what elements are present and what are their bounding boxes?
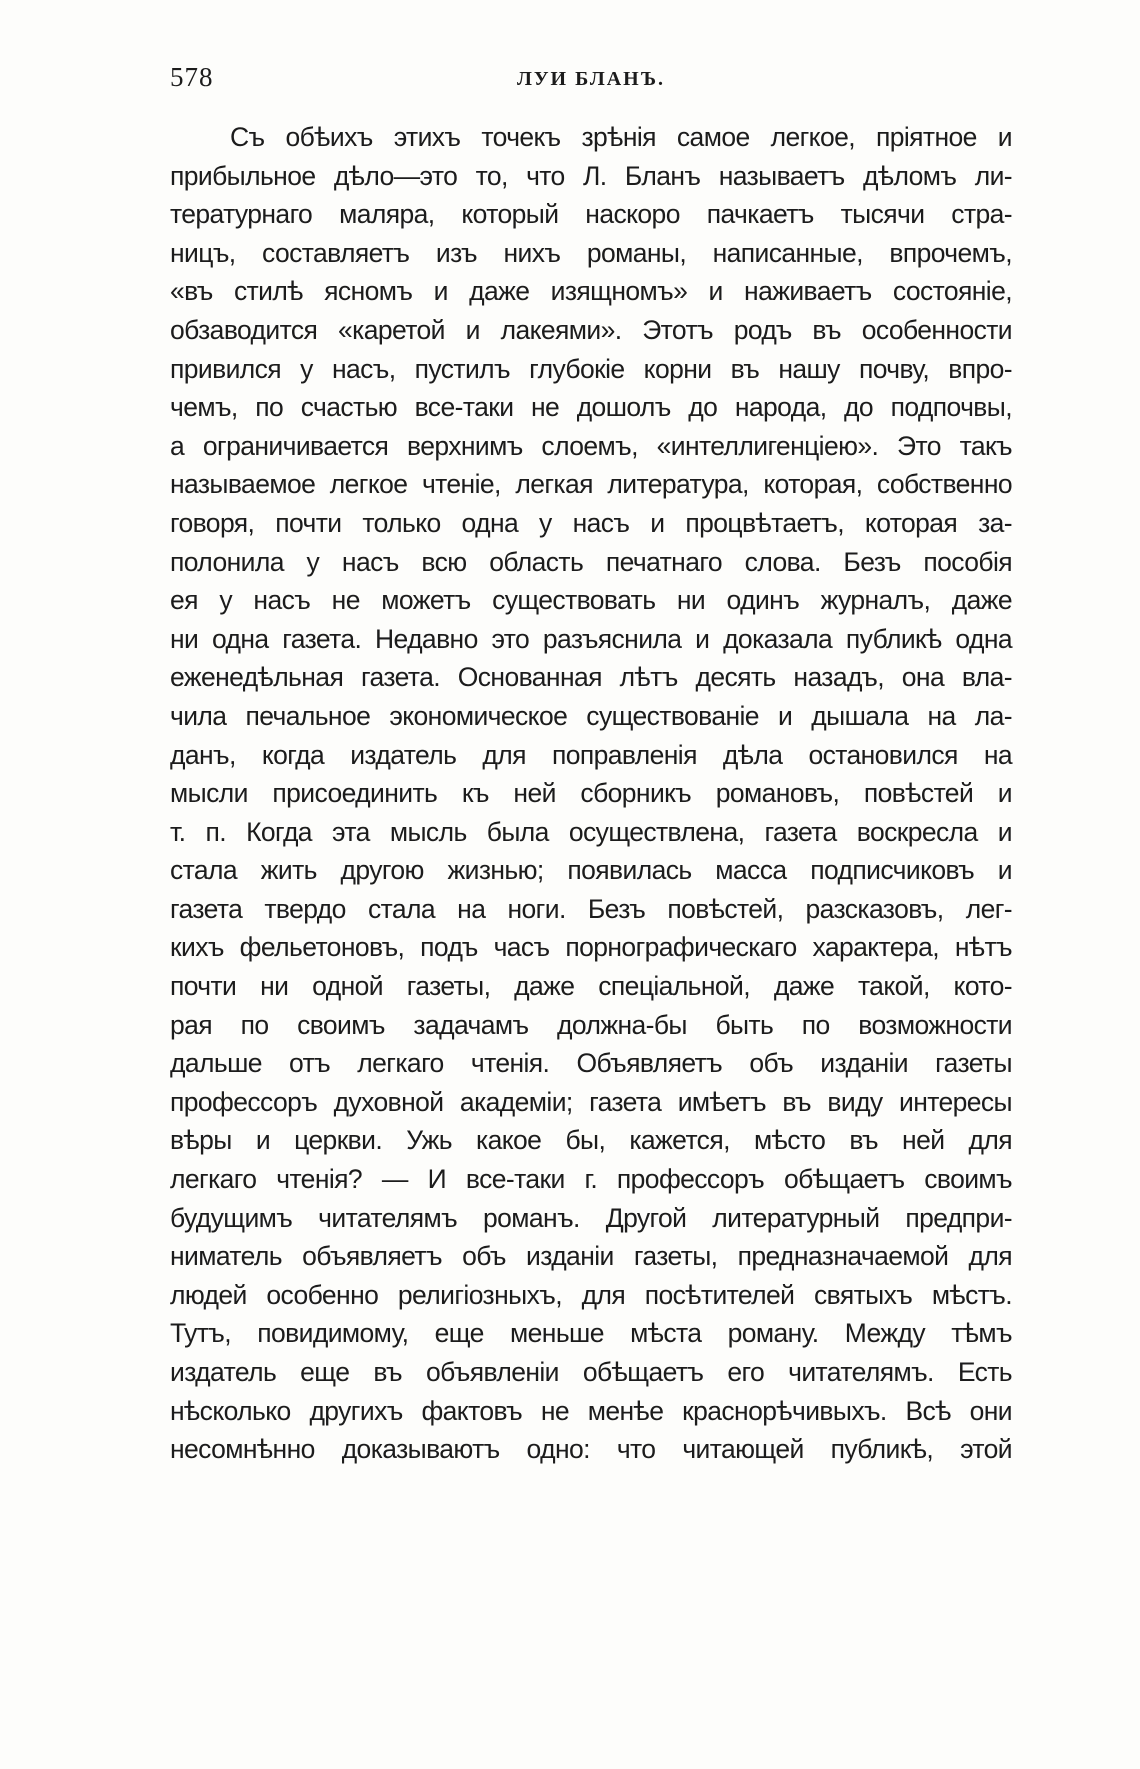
text-line: чила печальное экономическое существованіе и дышала на ла- [170, 700, 1012, 731]
text-line: издатель еще въ объявленіи обѣщаетъ его читателямъ. Есть [170, 1357, 1012, 1387]
text-line: ниматель объявляетъ объ изданіи газеты, предназначаемой для [170, 1241, 1012, 1272]
text-line: ея у насъ не можетъ существовать ни одинъ журналъ, даже [170, 585, 1012, 616]
text-line: еженедѣльная газета. Основанная лѣтъ десять назадъ, она вла- [170, 662, 1012, 693]
text-line: нѣсколько другихъ фактовъ не менѣе краснорѣчивыхъ. Всѣ они [170, 1395, 1012, 1426]
text-line: дальше отъ легкаго чтенія. Объявляетъ объ изданіи газеты [170, 1048, 1012, 1079]
text-line: кихъ фельетоновъ, подъ часъ порнографическаго характера, нѣтъ [170, 932, 1012, 963]
text-line: легкаго чтенія? — И все-таки г. профессоръ обѣщаетъ своимъ [170, 1164, 1012, 1195]
text-line: привился у насъ, пустилъ глубокіе корни въ нашу почву, впро- [170, 353, 1012, 384]
text-line: рая по своимъ задачамъ должна-бы быть по возможности [170, 1009, 1012, 1040]
text-line: ницъ, составляетъ изъ нихъ романы, написанные, впрочемъ, [170, 237, 1012, 268]
text-line: будущимъ читателямъ романъ. Другой литературный предпри- [170, 1202, 1012, 1233]
text-line: вѣры и церкви. Ужь какое бы, кажется, мѣсто въ ней для [170, 1125, 1012, 1156]
text-line: несомнѣнно доказываютъ одно: что читающей публикѣ, этой [170, 1434, 1012, 1465]
text-line: а ограничивается верхнимъ слоемъ, «интеллигенціею». Это такъ [170, 430, 1012, 461]
text-line: полонила у насъ всю область печатнаго слова. Безъ пособія [170, 546, 1012, 577]
text-line: тературнаго маляра, который наскоро пачкаетъ тысячи стра- [170, 199, 1012, 230]
text-line: данъ, когда издатель для поправленія дѣла остановился на [170, 739, 1012, 770]
running-title: ЛУИ БЛАНЪ. [516, 68, 666, 90]
text-line: т. п. Когда эта мысль была осуществлена, газета воскресла и [170, 816, 1012, 847]
text-line: профессоръ духовной академіи; газета имѣетъ въ виду интересы [170, 1086, 1012, 1117]
text-line: мысли присоединить къ ней сборникъ романовъ, повѣстей и [170, 778, 1012, 809]
text-line: говоря, почти только одна у насъ и процвѣтаетъ, которая за- [170, 507, 1012, 538]
page-header [170, 62, 1012, 102]
page-number: 578 [170, 62, 214, 92]
text-line: прибыльное дѣло—это то, что Л. Бланъ называетъ дѣломъ ли- [170, 160, 1012, 191]
text-line: называемое легкое чтеніе, легкая литература, которая, собственно [170, 469, 1012, 500]
text-line: Тутъ, повидимому, еще меньше мѣста роману. Между тѣмъ [170, 1318, 1012, 1349]
text-line: «въ стилѣ ясномъ и даже изящномъ» и наживаетъ состояніе, [170, 276, 1012, 307]
text-line: газета твердо стала на ноги. Безъ повѣстей, разсказовъ, лег- [170, 893, 1012, 924]
body-text [170, 118, 1012, 1469]
text-line: Съ обѣихъ этихъ точекъ зрѣнія самое легкое, пріятное и [230, 122, 1012, 152]
text-line: обзаводится «каретой и лакеями». Этотъ родъ въ особенности [170, 314, 1012, 345]
text-line: чемъ, по счастью все-таки не дошолъ до народа, до подпочвы, [170, 392, 1012, 423]
text-line: ни одна газета. Недавно это разъяснила и доказала публикѣ одна [170, 623, 1012, 654]
text-line: людей особенно религіозныхъ, для посѣтителей святыхъ мѣстъ. [170, 1279, 1012, 1310]
text-line: стала жить другою жизнью; появилась масса подписчиковъ и [170, 855, 1012, 886]
text-line: почти ни одной газеты, даже спеціальной, даже такой, кото- [170, 971, 1012, 1002]
